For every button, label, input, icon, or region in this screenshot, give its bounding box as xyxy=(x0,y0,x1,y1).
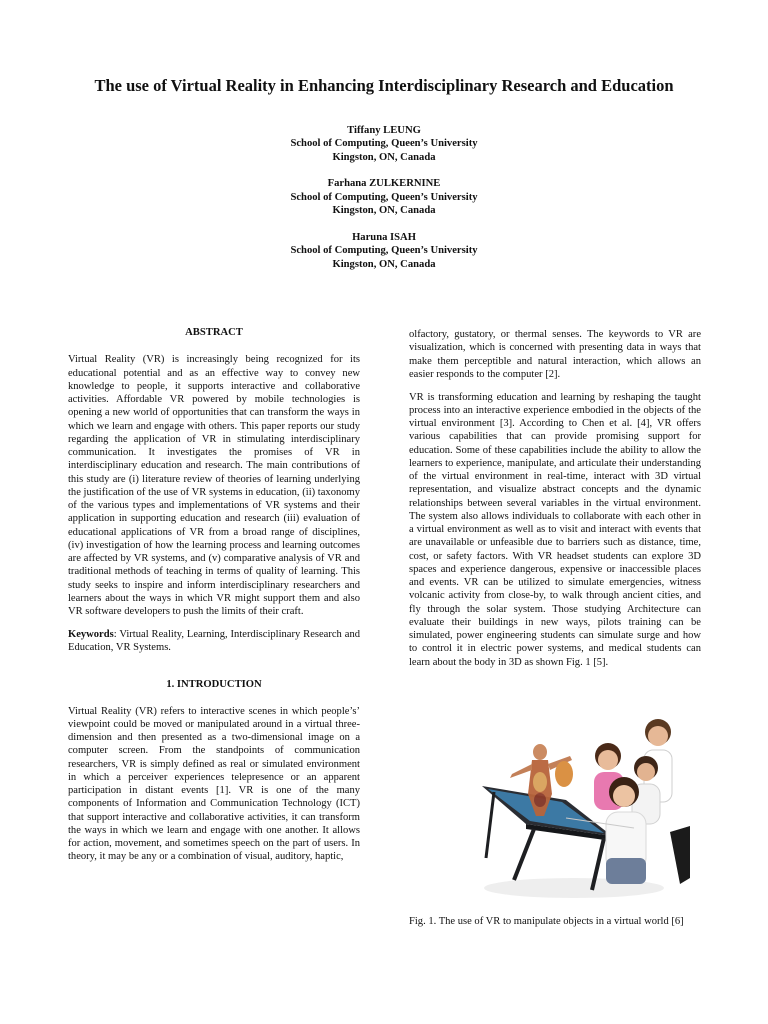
author-name: Haruna ISAH xyxy=(352,231,416,243)
author-location: Kingston, ON, Canada xyxy=(332,205,436,217)
author-2 xyxy=(0,177,768,217)
author-name: Farhana ZULKERNINE xyxy=(327,178,441,190)
right-column xyxy=(409,328,701,679)
author-1 xyxy=(0,124,768,164)
introduction-heading: 1. INTRODUCTION xyxy=(166,679,262,691)
abstract-text: Virtual Reality (VR) is increasingly being recognized for its educational potential and as an effective way to convey new knowledge to people, it supports interactive and collaborative activities. Affordable VR powered by mobile technologies is opening a new world of opportunities that can transform the ways in which we learn and engage with others. This paper reports our study regarding the application of VR in stimulating interdisciplinary communication. It investigates the promises of VR in interdisciplinary education and research. The main contributions of this study are (i) literature review of theories of learning underlying the justification of the use of VR systems in education, (ii) taxonomy of the various types and implementations of VR systems and their application in supporting education and research (iii) evaluation of educational applications of VR from a broad range of disciplines, (iv) investigation of how the learning process and learning outcomes are affected by VR systems, and (v) comparative analysis of VR and traditional methods of teaching in terms of quality of learning. This study seeks to inspire and inform interdisciplinary researchers and learners about the ways in which VR might support them and also VR software developers to push the limits of their craft. xyxy=(68,354,360,617)
author-block xyxy=(0,124,768,284)
body-paragraph: VR is transforming education and learning by reshaping the taught process into an interactive experience embodied in the objects of the virtual environment [3]. According to Chen et al. [4], VR offers various capabilities that can provide promising support for education. Some of these capabilities include the ability to allow the learners to experience, manipulate, and articulate their understanding of the virtual environment in real-time, interact with 3D virtual representation, and visualize abstract concepts and the dynamic relationships between several variables in the virtual environment. The system also allows individuals to collaborate with each other in a virtual environment as well as to visit and interact with events that are unavailable or unfeasible due to barriers such as distance, time, cost, or safety factors. With VR headset students can explore 3D spaces and experience dangerous, expensive or inaccessible places and events. VR can be utilized to simulate emergencies, witness volcanic activity from close-by, to walk through ancient cities, and fly through the solar system. Those studying Architecture can evaluate their buildings in new ways, pilots training can be simulated, power engineering students can simulate surge and how to control it in electric power systems, and medical students can learn about the body in 3D as shown Fig. 1 [5]. xyxy=(409,391,701,668)
body-paragraph: olfactory, gustatory, or thermal senses. The keywords to VR are visualization, which is concerned with presenting data in ways that make them perceptible and natural interaction, which allows an easier responds to the computer [2]. xyxy=(409,329,701,380)
introduction-paragraph: Virtual Reality (VR) refers to interactive scenes in which people’s’ viewpoint could be moved or manipulated around in a virtual three-dimension and then presented as a two-dimensional image on a computer screen. From the standpoints of communication researchers, VR is simply defined as real or simulated environment in which a perceiver experiences telepresence or an apparent participation in distant events [1]. VR is one of the many components of Information and Communication Technology (ICT) that support interactive and collaborative activities, it can transform the ways in which we learn and engage with one another. It allows for action, movement, and sometimes speech on the part of users. In theory, it may be any or a combination of visual, auditory, haptic, xyxy=(68,705,360,863)
abstract-heading: ABSTRACT xyxy=(185,327,243,338)
figure-caption: Fig. 1. The use of VR to manipulate objects in a virtual world [6] xyxy=(409,916,684,927)
author-affiliation: School of Computing, Queen’s University xyxy=(290,245,478,257)
vr-classroom-figure xyxy=(474,708,702,908)
keywords-paragraph xyxy=(68,628,360,655)
author-location: Kingston, ON, Canada xyxy=(332,258,436,270)
left-column xyxy=(68,326,360,873)
keywords-text: : Virtual Reality, Learning, Interdisciplinary Research and Education, VR Systems. xyxy=(68,628,360,654)
author-name: Tiffany LEUNG xyxy=(347,125,421,136)
author-location: Kingston, ON, Canada xyxy=(332,151,436,163)
author-affiliation: School of Computing, Queen’s University xyxy=(290,191,478,203)
keywords-label: Keywords xyxy=(68,628,114,640)
author-3 xyxy=(0,231,768,271)
author-affiliation: School of Computing, Queen’s University xyxy=(290,138,478,150)
paper-title: The use of Virtual Reality in Enhancing Interdisciplinary Research and Education xyxy=(94,76,674,95)
